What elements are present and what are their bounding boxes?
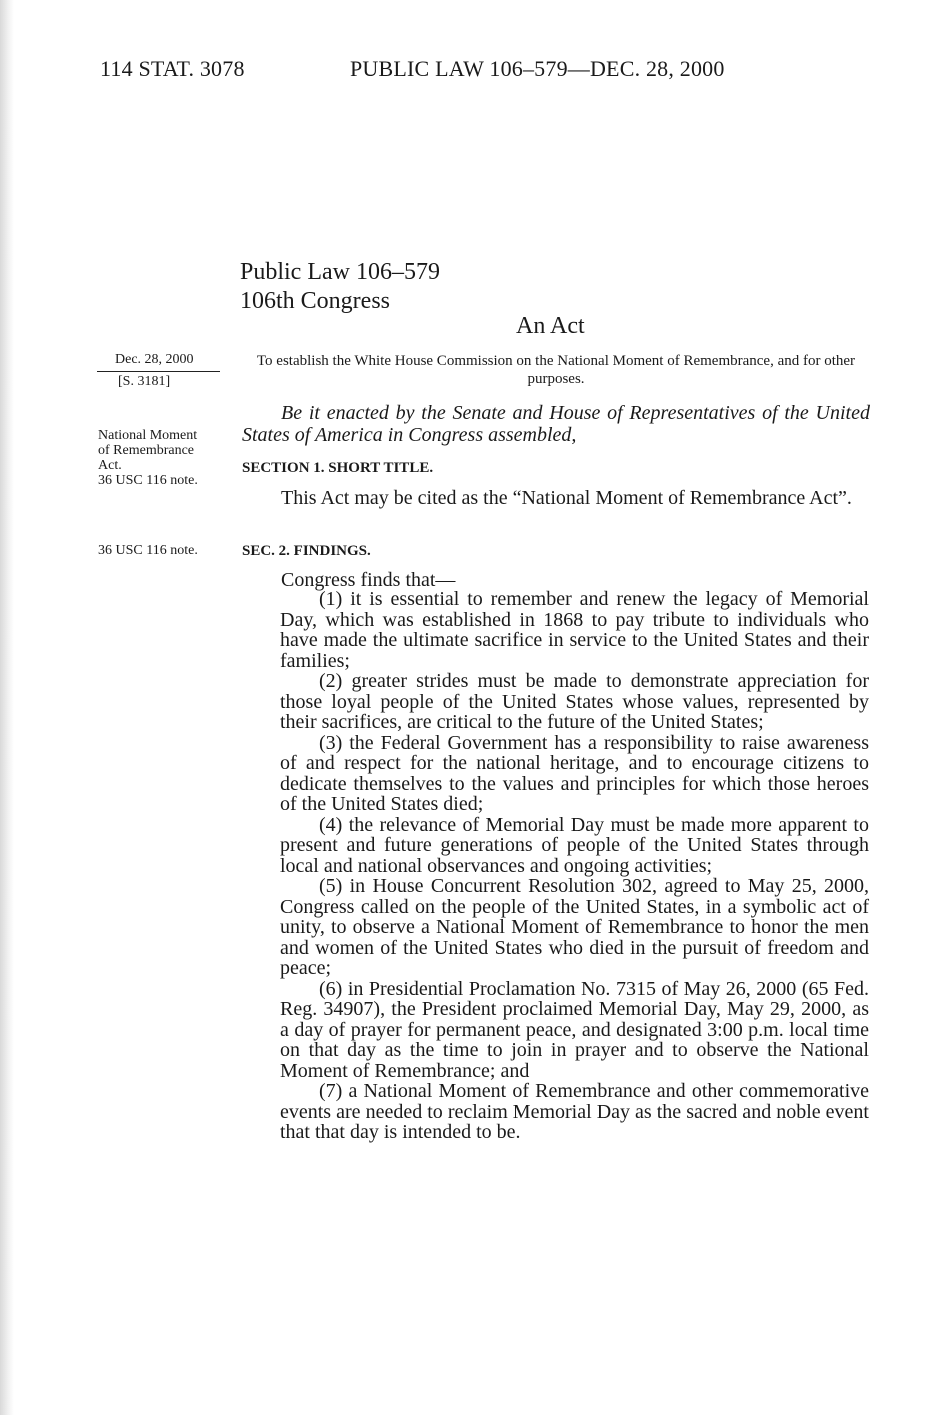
finding-item: (2) greater strides must be made to demonstrate appreciation for those loyal people of the United States whose values, represented by their sacrifices, are critical to the future of the United States;	[280, 670, 869, 733]
margin-date: Dec. 28, 2000	[115, 352, 194, 367]
margin-bill-number: [S. 3181]	[118, 374, 171, 389]
act-purpose: To establish the White House Commission on the National Moment of Remembrance, and for other purposes.	[256, 353, 856, 387]
margin-rule	[97, 371, 220, 372]
public-law-number: Public Law 106–579	[240, 259, 440, 285]
margin-usc-note: 36 USC 116 note.	[98, 543, 198, 558]
law-header: PUBLIC LAW 106–579—DEC. 28, 2000	[350, 56, 725, 81]
margin-short-title-note	[98, 428, 198, 488]
finding-item: (5) in House Concurrent Resolution 302, agreed to May 25, 2000, Congress called on the people of the United States, in a symbolic act of unity, to observe a National Moment of Remembrance to honor the men and women of the United States who died in the pursuit of freedom and peace;	[280, 875, 869, 979]
section-1-text: This Act may be cited as the “National Moment of Remembrance Act”.	[281, 487, 852, 509]
findings-list	[280, 589, 869, 1143]
finding-item: (6) in Presidential Proclamation No. 7315 of May 26, 2000 (65 Fed. Reg. 34907), the President proclaimed Memorial Day, May 29, 2000, as a day of prayer for permanent peace, and designated 3:00 p.m. local time on that day as the time to join in prayer and to observe the National Moment of Remembrance; and	[280, 977, 869, 1082]
finding-item: (4) the relevance of Memorial Day must be made more apparent to present and future generations of people of the United States through local and national observances and ongoing activities;	[280, 813, 869, 877]
congress-number: 106th Congress	[240, 288, 390, 314]
section-1-heading: SECTION 1. SHORT TITLE.	[242, 460, 434, 476]
stat-citation: 114 STAT. 3078	[100, 56, 245, 81]
title-block	[240, 258, 440, 316]
margin-line: 36 USC 116 note.	[98, 473, 198, 488]
finding-item: (3) the Federal Government has a responsibility to raise awareness of and respect for the national heritage, and to encourage citizens to dedicate themselves to the values and principles for which those heroes of the United States died;	[280, 731, 869, 815]
findings-intro: Congress finds that—	[281, 569, 456, 591]
finding-item: (1) it is essential to remember and renew the legacy of Memorial Day, which was established in 1868 to pay tribute to individuals who have made the ultimate sacrifice in service to the United States and their families;	[280, 588, 869, 672]
margin-line: of Remembrance	[98, 443, 195, 458]
page-spine-shadow	[0, 0, 14, 1415]
finding-item: (7) a National Moment of Remembrance and other commemorative events are needed to reclaim Memorial Day as the sacred and noble event that that day is intended to be.	[280, 1080, 869, 1143]
margin-line: National Moment	[98, 428, 198, 443]
an-act-heading: An Act	[516, 313, 585, 339]
enacting-clause: Be it enacted by the Senate and House of Representatives of the United States of America in Congress assembled,	[242, 402, 870, 446]
margin-line: Act.	[98, 458, 122, 473]
section-2-heading: SEC. 2. FINDINGS.	[242, 543, 371, 559]
